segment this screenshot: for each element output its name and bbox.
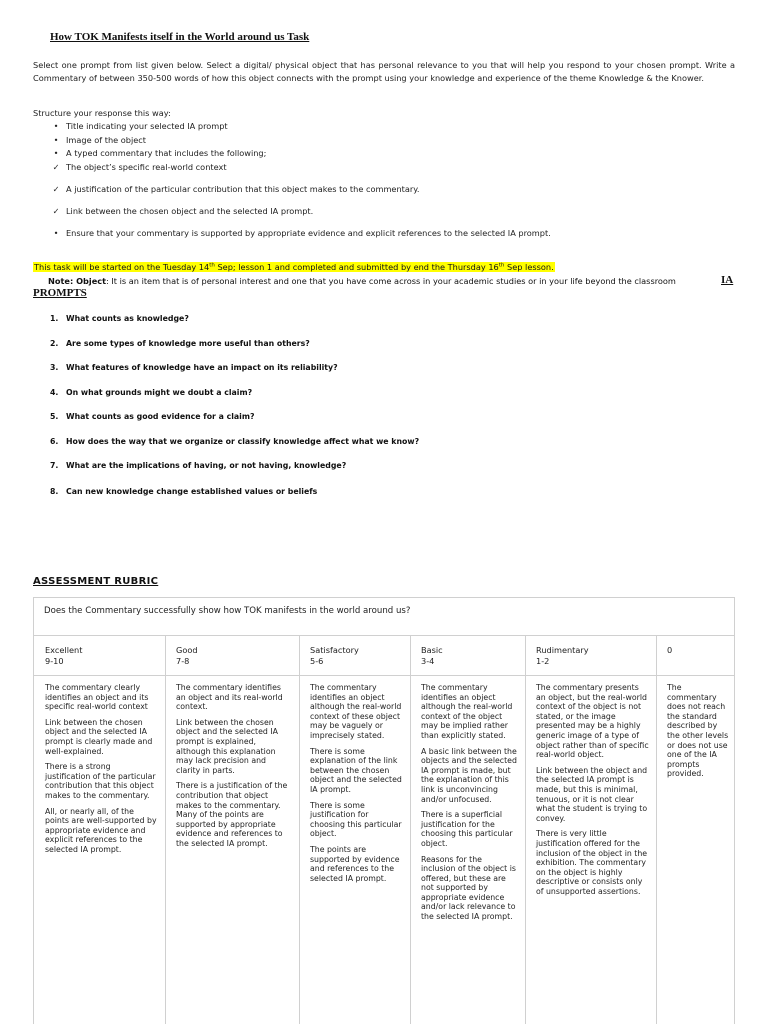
bullet-icon: •: [53, 228, 59, 238]
prompt-number: 4.: [50, 388, 59, 397]
ia-prompts-heading-cont: PROMPTS: [33, 287, 87, 299]
prompt-text: On what grounds might we doubt a claim?: [66, 388, 253, 397]
list-item-text: The object’s specific real-world context: [66, 161, 227, 172]
ia-prompts-heading: IA: [721, 274, 734, 286]
ordinal-suffix: th: [209, 262, 215, 269]
rubric-cell-zero: [667, 683, 729, 785]
bullet-icon: •: [53, 148, 59, 159]
list-item-text: Image of the object: [66, 134, 147, 145]
descriptor: There is very little justification offered for the inclusion of the object in the exhibition. The commentary on the object is highly descriptive or consists only of unsupported assertions.: [536, 829, 648, 896]
rubric-cell-rudimentary: [536, 683, 649, 902]
rubric-cell-basic: [421, 683, 518, 928]
level-range: 7-8: [176, 656, 190, 666]
level-range: 1-2: [536, 656, 550, 666]
prompt-text: What are the implications of having, or not having, knowledge?: [66, 461, 347, 470]
descriptor: Link between the chosen object and the selected IA prompt is clearly made and well-explained.: [45, 717, 153, 756]
descriptor: Link between the object and the selected IA prompt is made, but this is minimal, tenuous, or it is not clear what the student is trying to convey.: [536, 765, 648, 823]
level-header: [310, 645, 359, 667]
prompt-text: Are some types of knowledge more useful than others?: [66, 339, 310, 348]
rubric-title: ASSESSMENT RUBRIC: [33, 576, 159, 587]
level-name: Basic: [421, 645, 443, 655]
descriptor: There is a strong justification of the particular contribution that this object makes to the commentary.: [45, 762, 156, 800]
list-item: [50, 162, 266, 176]
list-item: [50, 228, 551, 238]
descriptor: The commentary does not reach the standard described by the other levels or does not use one of the IA prompts provided.: [667, 683, 729, 779]
prompt-number: 5.: [50, 412, 59, 421]
descriptor: Link between the chosen object and the selected IA prompt is explained, although this explanation may lack precision and clarity in parts.: [176, 717, 278, 775]
bullet-icon: •: [53, 134, 59, 145]
level-name: Good: [176, 645, 198, 655]
task-intro: Select one prompt from list given below. Select a digital/ physical object that has personal relevance to you that will help you respond to your chosen prompt. Write a Commentary of between 350-500 words of how this object connects with the prompt using your knowledge and experience of the theme Knowledge & the Knower.: [33, 60, 735, 83]
level-name: Rudimentary: [536, 645, 589, 655]
ordinal-suffix: th: [498, 262, 505, 269]
descriptor: There is a superficial justification for the choosing this particular object.: [421, 810, 513, 848]
descriptor: A basic link between the objects and the selected IA prompt is made, but the explanation of this link is unconvincing and/or unfocused.: [421, 746, 517, 804]
level-header: [667, 645, 672, 656]
checkmark-icon: ✓: [52, 161, 60, 172]
level-header: [176, 645, 198, 667]
prompt-number: 8.: [50, 487, 59, 496]
prompt-item: [50, 314, 189, 323]
prompt-number: 1.: [50, 314, 59, 323]
prompt-number: 6.: [50, 437, 59, 446]
list-item: [50, 135, 266, 149]
level-name: Satisfactory: [310, 645, 359, 655]
object-note: [48, 276, 676, 286]
descriptor: The commentary identifies an object although the real-world context of these object may be vaguely or imprecisely stated.: [310, 683, 402, 740]
checkmark-icon: ✓: [52, 206, 60, 216]
prompt-number: 3.: [50, 363, 59, 372]
level-header: [536, 645, 589, 667]
level-range: 3-4: [421, 656, 435, 666]
prompt-text: How does the way that we organize or classify knowledge affect what we know?: [66, 437, 420, 446]
prompt-item: [50, 437, 419, 446]
schedule-text: Sep lesson.: [504, 262, 554, 272]
rubric-question: Does the Commentary successfully show how TOK manifests in the world around us?: [34, 598, 734, 636]
note-text: : It is an item that is of personal interest and one that you have come across in your academic studies or in your life beyond the classroom: [106, 276, 676, 286]
list-item: [50, 206, 313, 216]
prompt-number: 7.: [50, 461, 59, 470]
structure-label: Structure your response this way:: [33, 108, 171, 118]
page-title: How TOK Manifests itself in the World around us Task: [50, 31, 310, 43]
list-item: [50, 148, 266, 162]
prompt-text: Can new knowledge change established values or beliefs: [66, 487, 318, 496]
level-range: 9-10: [45, 656, 64, 666]
rubric-cell-good: [176, 683, 292, 855]
schedule-text: This task will be started on the Tuesday 14: [34, 262, 210, 272]
descriptor: The commentary identifies an object although the real-world context of the object may be implied rather than explicitly stated.: [421, 683, 513, 740]
bullet-icon: •: [53, 121, 59, 131]
prompt-item: [50, 461, 346, 470]
column-divider: [656, 636, 657, 1024]
prompt-text: What counts as good evidence for a claim?: [66, 412, 255, 421]
descriptor: All, or nearly all, of the points are well-supported by appropriate evidence and explicit references to the selected IA prompt.: [45, 806, 157, 854]
prompt-item: [50, 412, 254, 421]
level-header: [421, 645, 443, 667]
column-divider: [165, 636, 166, 1024]
list-item-text: Ensure that your commentary is supported by appropriate evidence and explicit references to the selected IA prompt.: [66, 228, 551, 238]
descriptor: The commentary identifies an object and its real-world context.: [176, 683, 283, 712]
descriptor: There is a justification of the contribution that object makes to the commentary. Many of the points are supported by appropriate evidence and references to the selected IA prompt.: [176, 781, 288, 848]
descriptor: There is some justification for choosing this particular object.: [310, 800, 402, 839]
level-header: [45, 645, 82, 667]
schedule-text: Sep; lesson 1 and completed and submitted by end the Thursday 16: [214, 262, 499, 272]
assessment-rubric-table: [33, 597, 735, 1024]
prompt-text: What features of knowledge have an impact on its reliability?: [66, 363, 338, 372]
schedule-highlight: [33, 262, 555, 272]
list-item-text: Title indicating your selected IA prompt: [66, 121, 228, 131]
rubric-cell-excellent: [45, 683, 157, 861]
level-name: 0: [667, 645, 673, 655]
rubric-level-row: [34, 636, 734, 676]
column-divider: [525, 636, 526, 1024]
descriptor: There is some explanation of the link between the chosen object and the selected IA prompt.: [310, 746, 402, 794]
descriptor: Reasons for the inclusion of the object is offered, but these are not supported by appropriate evidence and/or lack relevance to the selected IA prompt.: [421, 854, 516, 922]
list-item-text: A justification of the particular contribution that this object makes to the commentary.: [66, 184, 420, 194]
prompt-number: 2.: [50, 339, 59, 348]
column-divider: [299, 636, 300, 1024]
descriptor: The points are supported by evidence and references to the selected IA prompt.: [310, 844, 400, 883]
prompt-item: [50, 487, 317, 496]
rubric-cell-satisfactory: [310, 683, 403, 889]
prompt-item: [50, 388, 252, 397]
descriptor: The commentary clearly identifies an object and its specific real-world context: [45, 683, 149, 712]
prompt-item: [50, 339, 310, 348]
level-range: 5-6: [310, 656, 324, 666]
list-item-text: A typed commentary that includes the following;: [66, 148, 267, 159]
descriptor: The commentary presents an object, but the real-world context of the object is not stated, or the image presented may be a highly generic image of a type of object rather than of specific real-world object.: [536, 683, 649, 760]
column-divider: [410, 636, 411, 1024]
prompt-item: [50, 363, 338, 372]
list-item: [50, 121, 266, 135]
list-item-text: Link between the chosen object and the selected IA prompt.: [66, 206, 314, 216]
level-name: Excellent: [45, 645, 83, 655]
note-label: Note: Object: [48, 276, 107, 286]
structure-list: [50, 121, 266, 175]
prompt-text: What counts as knowledge?: [66, 314, 189, 323]
checkmark-icon: ✓: [52, 184, 60, 194]
list-item: [50, 184, 420, 194]
